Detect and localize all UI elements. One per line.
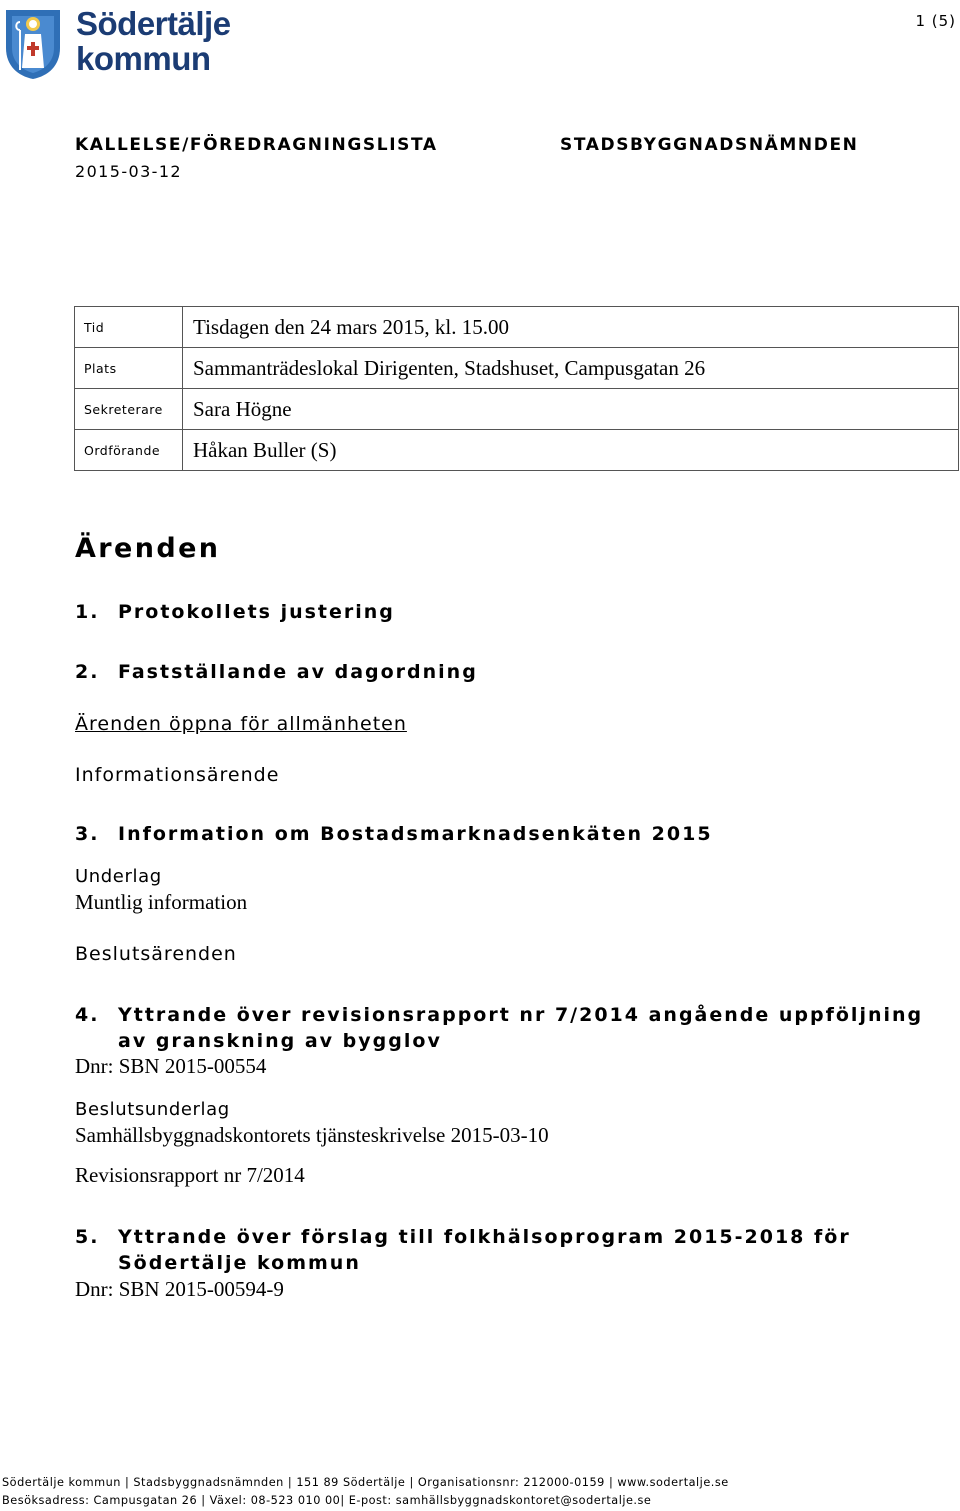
- page-number: 1 (5): [915, 12, 956, 30]
- info-row-secretary: [75, 389, 959, 430]
- decision-section-heading: Beslutsärenden: [75, 943, 237, 965]
- item4-basis-2: Revisionsrapport nr 7/2014: [75, 1163, 305, 1187]
- info-label: Ordförande: [75, 430, 183, 471]
- public-items-heading: Ärenden öppna för allmänheten: [75, 713, 407, 735]
- info-label: Plats: [75, 348, 183, 389]
- info-label: Tid: [75, 307, 183, 348]
- item-title: Fastställande av dagordning: [118, 661, 478, 683]
- item3-basis-label: Underlag: [75, 866, 162, 887]
- item5-dnr: Dnr: SBN 2015-00594-9: [75, 1277, 284, 1301]
- agenda-item-4: [75, 1002, 935, 1054]
- agenda-item-2: [75, 661, 478, 683]
- item-title: Information om Bostadsmarknadsenkäten 2015: [118, 823, 713, 845]
- meeting-info-table: [74, 306, 959, 471]
- item-number: 2.: [75, 661, 100, 683]
- item4-dnr: Dnr: SBN 2015-00554: [75, 1054, 267, 1078]
- item-number: 4.: [75, 1004, 100, 1026]
- committee-name: STADSBYGGNADSNÄMNDEN: [560, 135, 859, 155]
- item4-basis-label: Beslutsunderlag: [75, 1099, 230, 1120]
- item3-basis-text: Muntlig information: [75, 890, 248, 914]
- info-value: Tisdagen den 24 mars 2015, kl. 15.00: [183, 307, 959, 348]
- info-value: Sammanträdeslokal Dirigenten, Stadshuset, Campusgatan 26: [183, 348, 959, 389]
- sodertalje-crest-logo: [4, 8, 62, 80]
- item-number: 3.: [75, 823, 100, 845]
- agenda-item-1: [75, 601, 395, 623]
- item-title: Protokollets justering: [118, 601, 395, 623]
- item4-basis-1: Samhällsbyggnadskontorets tjänsteskrivelse 2015-03-10: [75, 1123, 549, 1147]
- info-value: Håkan Buller (S): [183, 430, 959, 471]
- agenda-item-5: [75, 1224, 935, 1276]
- item-title: Yttrande över revisionsrapport nr 7/2014 angående uppföljning av granskning av bygglov: [118, 1004, 924, 1052]
- brand-name-line1: Södertälje: [76, 5, 231, 42]
- footer-line-2: Besöksadress: Campusgatan 26 | Växel: 08-523 010 00| E-post: samhällsbyggnadskontoret@sodertalje.se: [2, 1494, 652, 1507]
- info-row-time: [75, 307, 959, 348]
- info-value: Sara Högne: [183, 389, 959, 430]
- info-label: Sekreterare: [75, 389, 183, 430]
- agenda-item-3: [75, 823, 713, 845]
- document-date: 2015-03-12: [75, 162, 182, 181]
- footer-line-1: Södertälje kommun | Stadsbyggnadsnämnden | 151 89 Södertälje | Organisationsnr: 212000-0159 | www.sodertalje.se: [2, 1476, 729, 1489]
- item-number: 1.: [75, 601, 100, 623]
- document-type: KALLELSE/FÖREDRAGNINGSLISTA: [75, 135, 438, 155]
- info-row-chair: [75, 430, 959, 471]
- info-section-heading: Informationsärende: [75, 764, 280, 786]
- item-number: 5.: [75, 1226, 100, 1248]
- brand-name-line2: kommun: [76, 40, 211, 77]
- agenda-heading: Ärenden: [75, 533, 221, 564]
- info-row-place: [75, 348, 959, 389]
- item-title: Yttrande över förslag till folkhälsoprogram 2015-2018 för Södertälje kommun: [118, 1226, 851, 1274]
